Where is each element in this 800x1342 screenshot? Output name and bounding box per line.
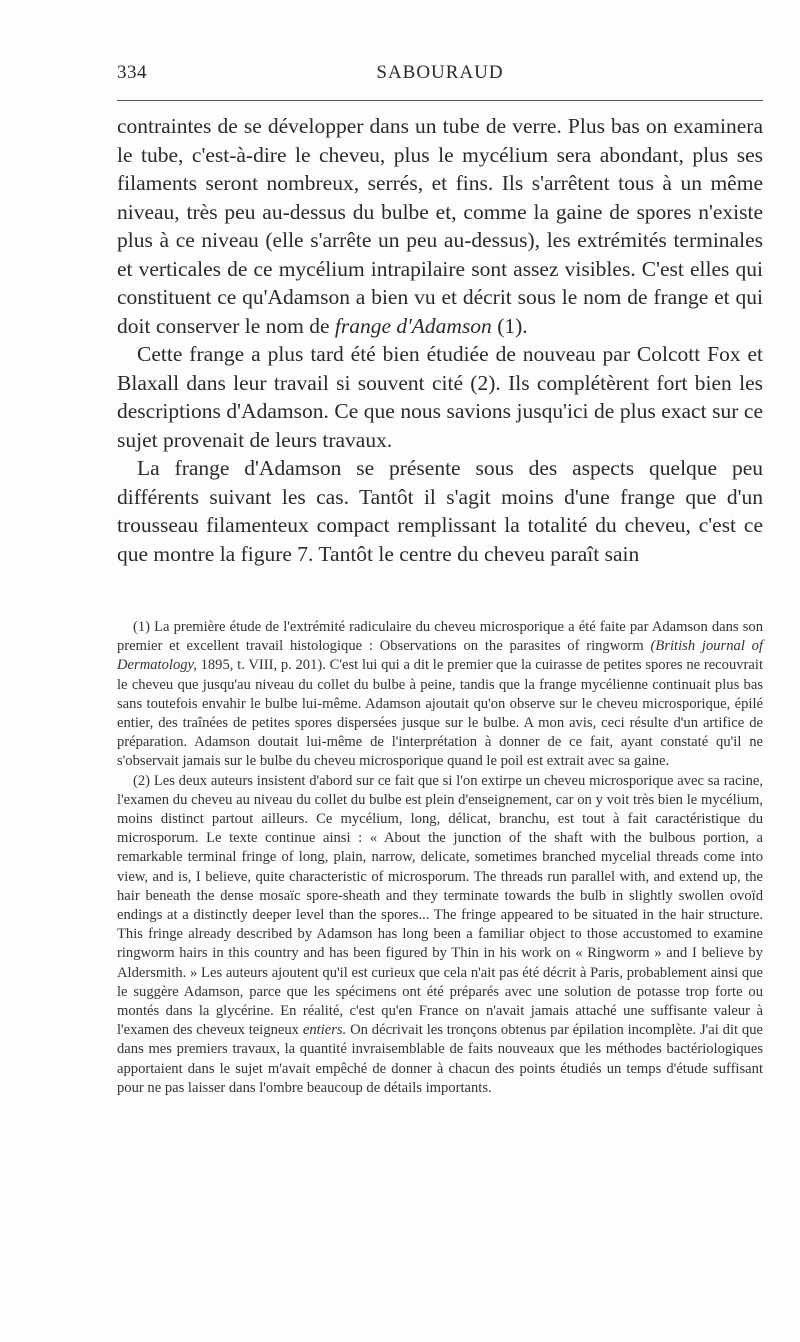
header-rule [117,100,763,101]
paragraph-2: Cette frange a plus tard été bien étudiée de nouveau par Colcott Fox et Blaxall dans leur travail si souvent cité (2). Ils complétèrent fort bien les descriptions d'Adamson. Ce que nous savions jusqu'ici de plus exact sur ce sujet provenait de leurs travaux. [117,342,763,452]
footnotes [117,618,763,1098]
paragraph-1-text-a: contraintes de se développer dans un tube de verre. Plus bas on examinera le tube, c'est-à-dire le cheveu, plus le mycélium sera abondant, plus ses filaments seront nombreux, serrés, et fins. Ils s'arrêtent tous à un même niveau, très peu au-dessus du bulbe et, comme la gaine de spores n'existe plus à ce niveau (elle s'arrête un peu au-dessus), les extrémités terminales et verticales de ce mycélium intrapilaire sont assez visibles. C'est elles qui constituent ce qu'Adamson a bien vu et décrit sous le nom de frange et qui doit conserver le nom de [117,114,763,338]
page-header [117,62,763,86]
paragraph-3: La frange d'Adamson se présente sous des aspects quelque peu différents suivant les cas. Tantôt il s'agit moins d'une frange que d'un trousseau filamenteux compact remplissant la totalité du cheveu, c'est ce que montre la figure 7. Tantôt le centre du cheveu paraît sain [117,456,763,566]
main-text [117,112,763,568]
footnote-2-text-b: On décrivait les tronçons obtenus par épilation incomplète. J'ai dit que dans mes premiers travaux, la quantité invraisemblable de faits nouveaux que les méthodes bactériologiques apportaient dans le sujet m'avait empêché de donner à chacun des points étudiés un temps d'étude suffisant pour ne pas laisser dans l'ombre beaucoup de détails importants. [117,1022,764,1096]
paragraph-1-italic: frange d'Adamson [334,313,492,338]
footnote-1-italic: (British journal of Dermatology, [117,638,764,674]
page-number: 334 [117,62,147,83]
paragraph-1-text-b: (1). [491,313,528,338]
paragraph-1 [117,112,763,340]
footnote-2-text-a: (2) Les deux auteurs insistent d'abord sur ce fait que si l'on extirpe un cheveu microsporique avec sa racine, l'examen du cheveu au niveau du collet du bulbe est plein d'enseignement, car on y voit très bien le mycélium, moins distinct partout ailleurs. Ce mycélium, long, délicat, branchu, est tout à fait caractéristique du microsporum. Le texte continue ainsi : « About the junction of the shaft with the bulbous portion, a remarkable terminal fringe of long, plain, narrow, delicate, sometimes branched mycelial threads come into view, and is, I believe, quite characteristic of microsporum. The threads run parallel with, and extend up, the hair beneath the dense mosaïc spore-sheath and they terminate towards the bulb in slightly swollen ovoïd endings at a distinctly deeper level than the spores... The fringe appeared to be situated in the hair structure. This fringe already described by Adamson has long been a familiar object to those accustomed to examine ringworm hairs in this country and has been figured by Thin in his work on « Ringworm » and I believe by Aldersmith. » Les auteurs ajoutent qu'il est curieux que cela n'ait pas été décrit à Paris, probablement ainsi que le suggère Adamson, parce que les spécimens ont été préparés avec une solution de potasse trop forte ou montés dans la glycérine. En réalité, c'est qu'en France on n'avait jamais attaché une suffisante valeur à l'examen des cheveux teigneux [117,772,763,1039]
footnote-2-italic: entiers. [302,1022,347,1039]
footnote-1 [117,618,763,772]
footnote-1-text-a: (1) La première étude de l'extrémité radiculaire du cheveu microsporique a été faite par Adamson dans son premier et excellent travail histologique : Observations on the parasites of ringworm [117,619,763,655]
footnote-1-text-b: 1895, t. VIII, p. 201). C'est lui qui a dit le premier que la cuirasse de petites spores ne recouvrait le cheveu que jusqu'au niveau du collet du bulbe à peine, tandis que la frange mycélienne continuait plus bas sans toutefois envahir le bulbe lui-même. Adamson ajoutait qu'on observe sur le cheveu microsporique, épilé entier, des traînées de petites spores dispersées jusque sur le bulbe. A mon avis, ceci résulte d'un artifice de préparation. Adamson doutait lui-même de l'interprétation à donner de ce fait, ayant constaté qu'il ne s'observait jamais sur le bulbe du cheveu microsporique quand le poil est extrait avec sa gaine. [117,657,763,770]
footnote-2 [117,772,763,1098]
running-head: SABOURAUD [376,62,504,83]
